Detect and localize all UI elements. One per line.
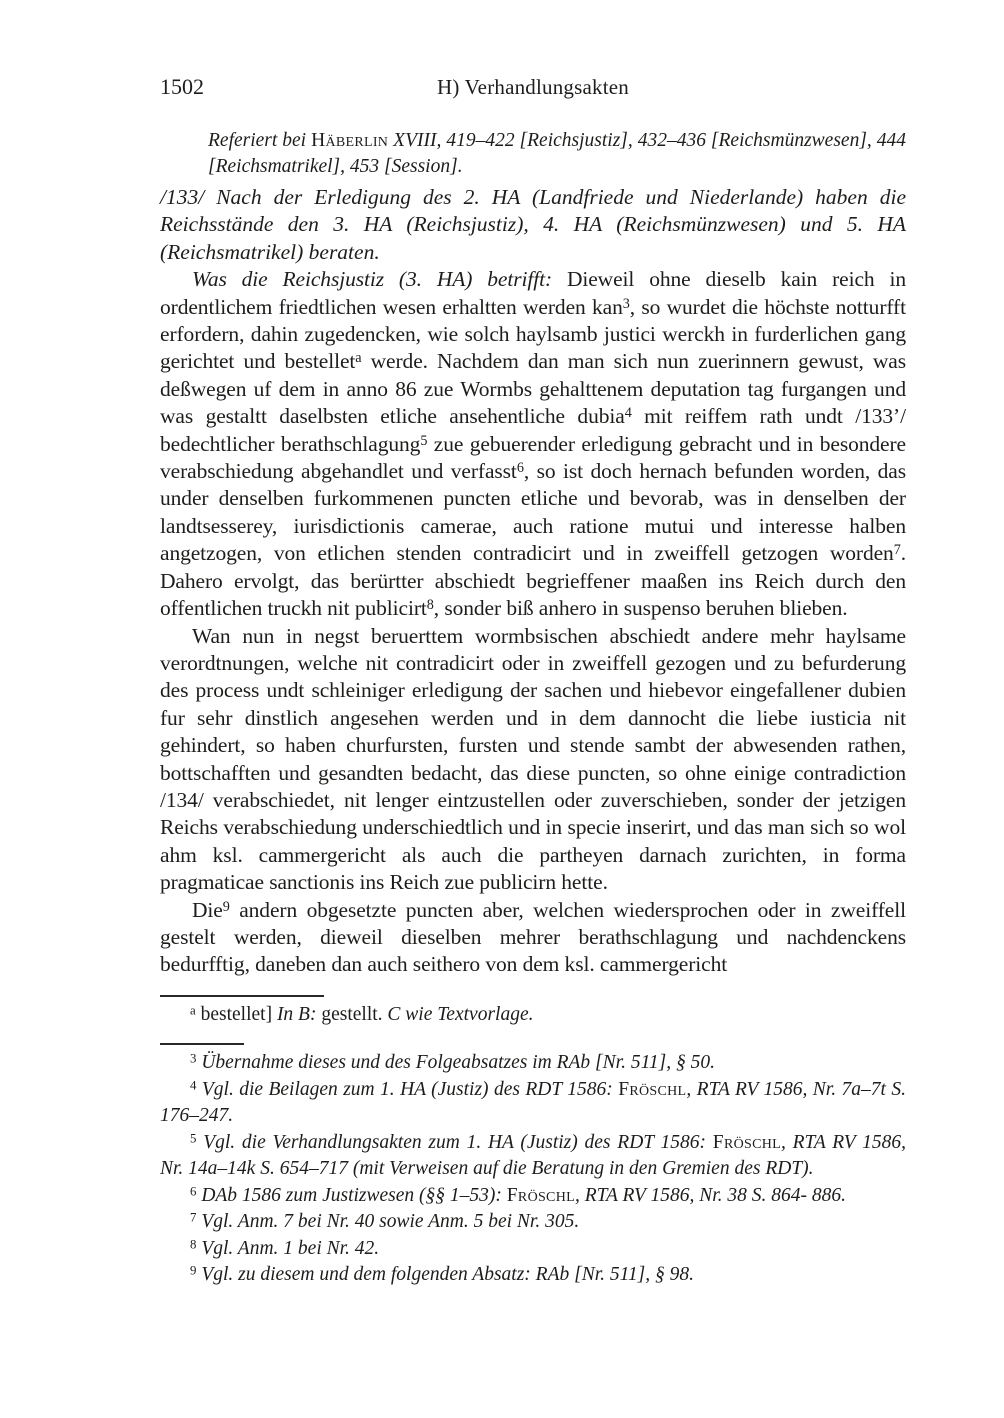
body-paragraph: Die$^9$ andern obgesetzte puncten aber, welchen wiedersprochen oder in zweiffell gestelt werden, dieweil dieselben mehrer berathschlagung und nachdenckens bedurfftig, daneben dan auch seithero von dem ksl. cammergericht (160, 897, 906, 977)
reference-note: Referiert bei Häberlin XVIII, 419–422 [Reichsjustiz], 432–436 [Reichsmünzwesen], 444 [Reichsmatrikel], 453 [Session]. (208, 130, 906, 177)
footnote-item: $^3$ Übernahme dieses und des Folgeabsatzes im RAb [Nr. 511], § 50. (190, 1051, 715, 1074)
footnote-item: $^9$ Vgl. zu diesem und dem folgenden Absatz: RAb [Nr. 511], § 98. (190, 1263, 695, 1286)
footnote-area (160, 995, 906, 1289)
body-paragraph: Wan nun in negst beruerttem wormbsischen abschiedt andere mehr haylsame verordtnungen, welche nit contradicirt oder in zweiffell gezogen und zu befurderung des process undt schleiniger erledigung der sachen und hiebevor eingefallener dubien fur sehr dinstlich angesehen werden und in dem dannocht die liebe iusticia nit gehindert, so haben churfursten, fursten und stende sambt der abwesenden rathen, bottschafften und gesandten bedacht, das diese puncten, so ohne einige contradiction /134/ verabschiedet, nit lenger eintzustellen oder zuverschieben, sonder der jetzigen Reichs verabschiedung underschiedtlich und in specie inserirt, und das man sich so wol ahm ksl. cammergericht als auch die partheyen darnach zurichten, in forma pragmaticae sanctionis ins Reich zue publicirn hette. (160, 623, 906, 895)
footnote-item: $^5$ Vgl. die Verhandlungsakten zum 1. HA (Justiz) des RDT 1586: Fröschl, RTA RV 1586, Nr. 14a–14k S. 654–717 (mit Verweisen auf die Beratung in den Gremien des RDT). (160, 1131, 907, 1180)
footnote-item: $^4$ Vgl. die Beilagen zum 1. HA (Justiz) des RDT 1586: Fröschl, RTA RV 1586, Nr. 7a–7t S. 176–247. (160, 1078, 906, 1127)
page-number: 1502 (160, 74, 204, 99)
text-block (160, 74, 906, 1289)
running-head: H) Verhandlungsakten (437, 75, 629, 99)
footnote-item: $^8$ Vgl. Anm. 1 bei Nr. 42. (190, 1237, 380, 1259)
footnote-item: $^6$ DAb 1586 zum Justizwesen (§§ 1–53): Fröschl, RTA RV 1586, Nr. 38 S. 864- 886. (190, 1184, 847, 1206)
footnote-item: $^7$ Vgl. Anm. 7 bei Nr. 40 sowie Anm. 5 bei Nr. 305. (190, 1210, 580, 1233)
apparatus-divider (160, 995, 324, 997)
body-paragraph: Was die Reichsjustiz (3. HA) betrifft: Dieweil ohne dieselb kain reich in ordentlichem friedtlichen wesen erhaltten werden kan$^3$, so wurdet die höchste notturfft erfordern, dahin zugedencken, wie solch haylsamb justici werckh in furderlichen gang gerichtet und bestellet$^a$ werde. Nachdem dan man sich nun zuerinnern gewust, was deßwegen uf dem in anno 86 zue Wormbs gehalttenem deputation tag furgangen und was gestaltt daselbsten etliche ansehentliche dubia$^4$ mit reiffem rath undt /133’/ bedechtlicher berathschlagung$^5$ zue gebuerender erledigung gebracht und in besondere verabschiedung abgehandlet und verfasst$^6$, so ist doch hernach befunden worden, das under denselben furkommenen puncten etliche und bevorab, was in denselben der landtsesserey, iurisdictionis camerae, auch ratione mutui und interesse halben angetzogen, von etlichen stenden contradicirt und in zweiffell getzogen worden$^7$. Dahero ervolgt, das berürtter abschiedt begrieffener maaßen ins Reich durch den offentlichen truckh nit publicirt$^8$, sonder biß anhero in suspenso beruhen blieben. (160, 267, 907, 621)
apparatus-note: $^a$ bestellet] In B: gestellt. C wie Textvorlage. (190, 1003, 534, 1025)
footnote-divider (160, 1043, 244, 1045)
page-header (160, 74, 906, 104)
editorial-summary: /133/ Nach der Erledigung des 2. HA (Landfriede und Niederlande) haben die Reichsstände den 3. HA (Reichsjustiz), 4. HA (Reichsmünzwesen) und 5. HA (Reichsmatrikel) beraten. (160, 185, 906, 264)
